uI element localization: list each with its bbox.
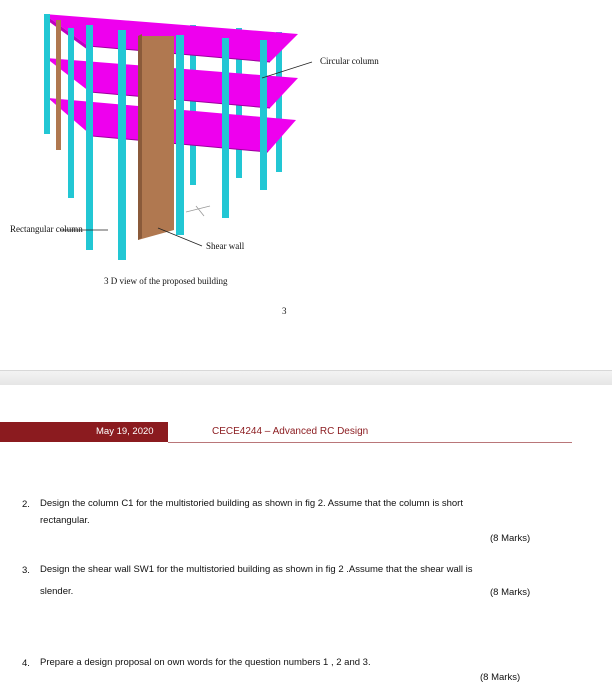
question-2-number: 2. bbox=[22, 499, 30, 510]
question-4-number: 4. bbox=[22, 658, 30, 669]
page-separator bbox=[0, 370, 612, 386]
label-circular-column: Circular column bbox=[320, 56, 379, 66]
question-3-text-line2: slender. bbox=[40, 586, 74, 597]
question-3-number: 3. bbox=[22, 565, 30, 576]
question-4-text: Prepare a design proposal on own words for the question numbers 1 , 2 and 3. bbox=[40, 657, 371, 668]
label-rectangular-column: Rectangular column bbox=[10, 224, 83, 234]
footer-date: May 19, 2020 bbox=[96, 426, 154, 437]
question-2-marks: (8 Marks) bbox=[490, 533, 531, 544]
footer-course-title: CECE4244 – Advanced RC Design bbox=[212, 426, 369, 437]
question-3-text-line1: Design the shear wall SW1 for the multistoried building as shown in fig 2 .Assume that the shear wall is bbox=[40, 564, 473, 575]
question-4-marks: (8 Marks) bbox=[480, 672, 521, 683]
page-number: 3 bbox=[282, 306, 287, 316]
question-2-text-line1: Design the column C1 for the multistoried building as shown in fig 2. Assume that the column is short bbox=[40, 498, 463, 509]
question-3-marks: (8 Marks) bbox=[490, 587, 531, 598]
figure-caption: 3 D view of the proposed building bbox=[104, 276, 228, 286]
question-2-text-line2: rectangular. bbox=[40, 515, 90, 526]
label-shear-wall: Shear wall bbox=[206, 241, 245, 251]
footer-rule bbox=[168, 442, 572, 443]
footer-date-band bbox=[0, 422, 168, 442]
